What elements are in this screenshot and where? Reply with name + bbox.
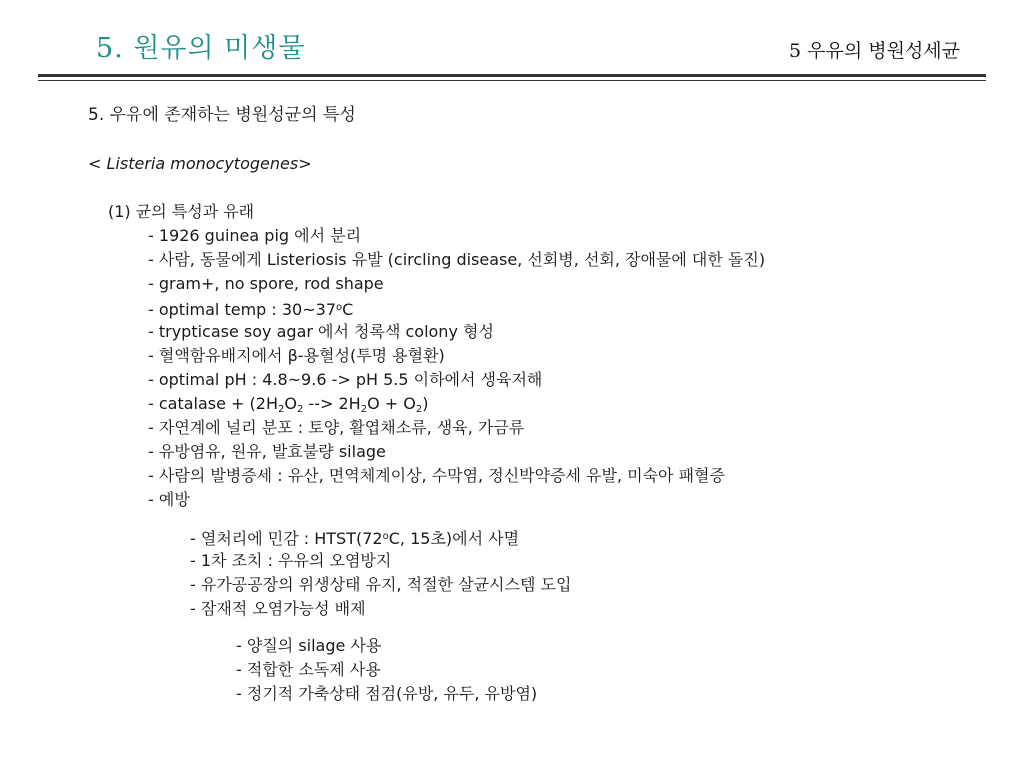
catalase-part: O <box>284 394 297 413</box>
catalase-part: - catalase + (2H <box>148 394 278 413</box>
heat-suffix: C, 15초)에서 사멸 <box>388 529 520 548</box>
subscript: 2 <box>296 404 304 415</box>
temp-suffix: C <box>342 300 354 319</box>
list-item: - trypticase soy agar 에서 청록색 colony 형성 <box>148 322 494 341</box>
degree-sign: o <box>382 531 389 542</box>
subsection-heading: (1) 균의 특성과 유래 <box>108 202 255 221</box>
list-item: - 자연계에 널리 분포 : 토양, 활엽채소류, 생육, 가금류 <box>148 418 525 437</box>
slide-title: 5. 원유의 미생물 <box>96 33 306 64</box>
list-item: - 유방염유, 원유, 발효불량 silage <box>148 442 386 461</box>
list-item: - 1926 guinea pig 에서 분리 <box>148 226 362 245</box>
list-item: - 혈액함유배지에서 β-용혈성(투명 용혈환) <box>148 346 445 365</box>
catalase-part: --> 2H <box>303 394 361 413</box>
header-rule-thick <box>38 74 986 77</box>
catalase-part: O + O <box>367 394 416 413</box>
prevention-item: - 유가공공장의 위생상태 유지, 적절한 살균시스템 도입 <box>190 575 572 594</box>
species-name: Listeria monocytogenes <box>106 154 299 173</box>
list-item: - gram+, no spore, rod shape <box>148 274 384 293</box>
section-heading: 5. 우유에 존재하는 병원성균의 특성 <box>88 105 356 125</box>
prevention-item-heat <box>190 527 519 549</box>
prevention-item: - 1차 조치 : 우유의 오염방지 <box>190 551 392 570</box>
species-open: < <box>88 154 107 173</box>
temp-prefix: - optimal temp : 30~37 <box>148 300 336 319</box>
list-item-temp <box>148 298 353 320</box>
species-close: > <box>298 154 312 173</box>
list-item-catalase <box>148 394 428 420</box>
subscript: 2 <box>278 404 285 415</box>
heat-prefix: - 열처리에 민감 : HTST(72 <box>190 529 383 548</box>
sub-prevention-item: - 양질의 silage 사용 <box>236 636 382 655</box>
chapter-label: 5 우유의 병원성세균 <box>789 40 960 62</box>
species-heading <box>88 154 312 174</box>
catalase-part: ) <box>422 394 429 413</box>
list-item: - 사람, 동물에게 Listeriosis 유발 (circling disease, 선회병, 선회, 장애물에 대한 돌진) <box>148 250 766 269</box>
list-item: - optimal pH : 4.8~9.6 -> pH 5.5 이하에서 생육저해 <box>148 370 543 389</box>
sub-prevention-item: - 적합한 소독제 사용 <box>236 660 381 679</box>
header-rule-thin <box>38 80 986 81</box>
sub-prevention-item: - 정기적 가축상태 점검(유방, 유두, 유방염) <box>236 684 538 703</box>
subscript: 2 <box>360 404 368 415</box>
list-item: - 예방 <box>148 490 190 509</box>
prevention-item: - 잠재적 오염가능성 배제 <box>190 599 366 618</box>
list-item: - 사람의 발병증세 : 유산, 면역체계이상, 수막염, 정신박약증세 유발, 미숙아 패혈증 <box>148 466 725 485</box>
subscript: 2 <box>415 404 423 415</box>
degree-sign: o <box>336 302 343 313</box>
